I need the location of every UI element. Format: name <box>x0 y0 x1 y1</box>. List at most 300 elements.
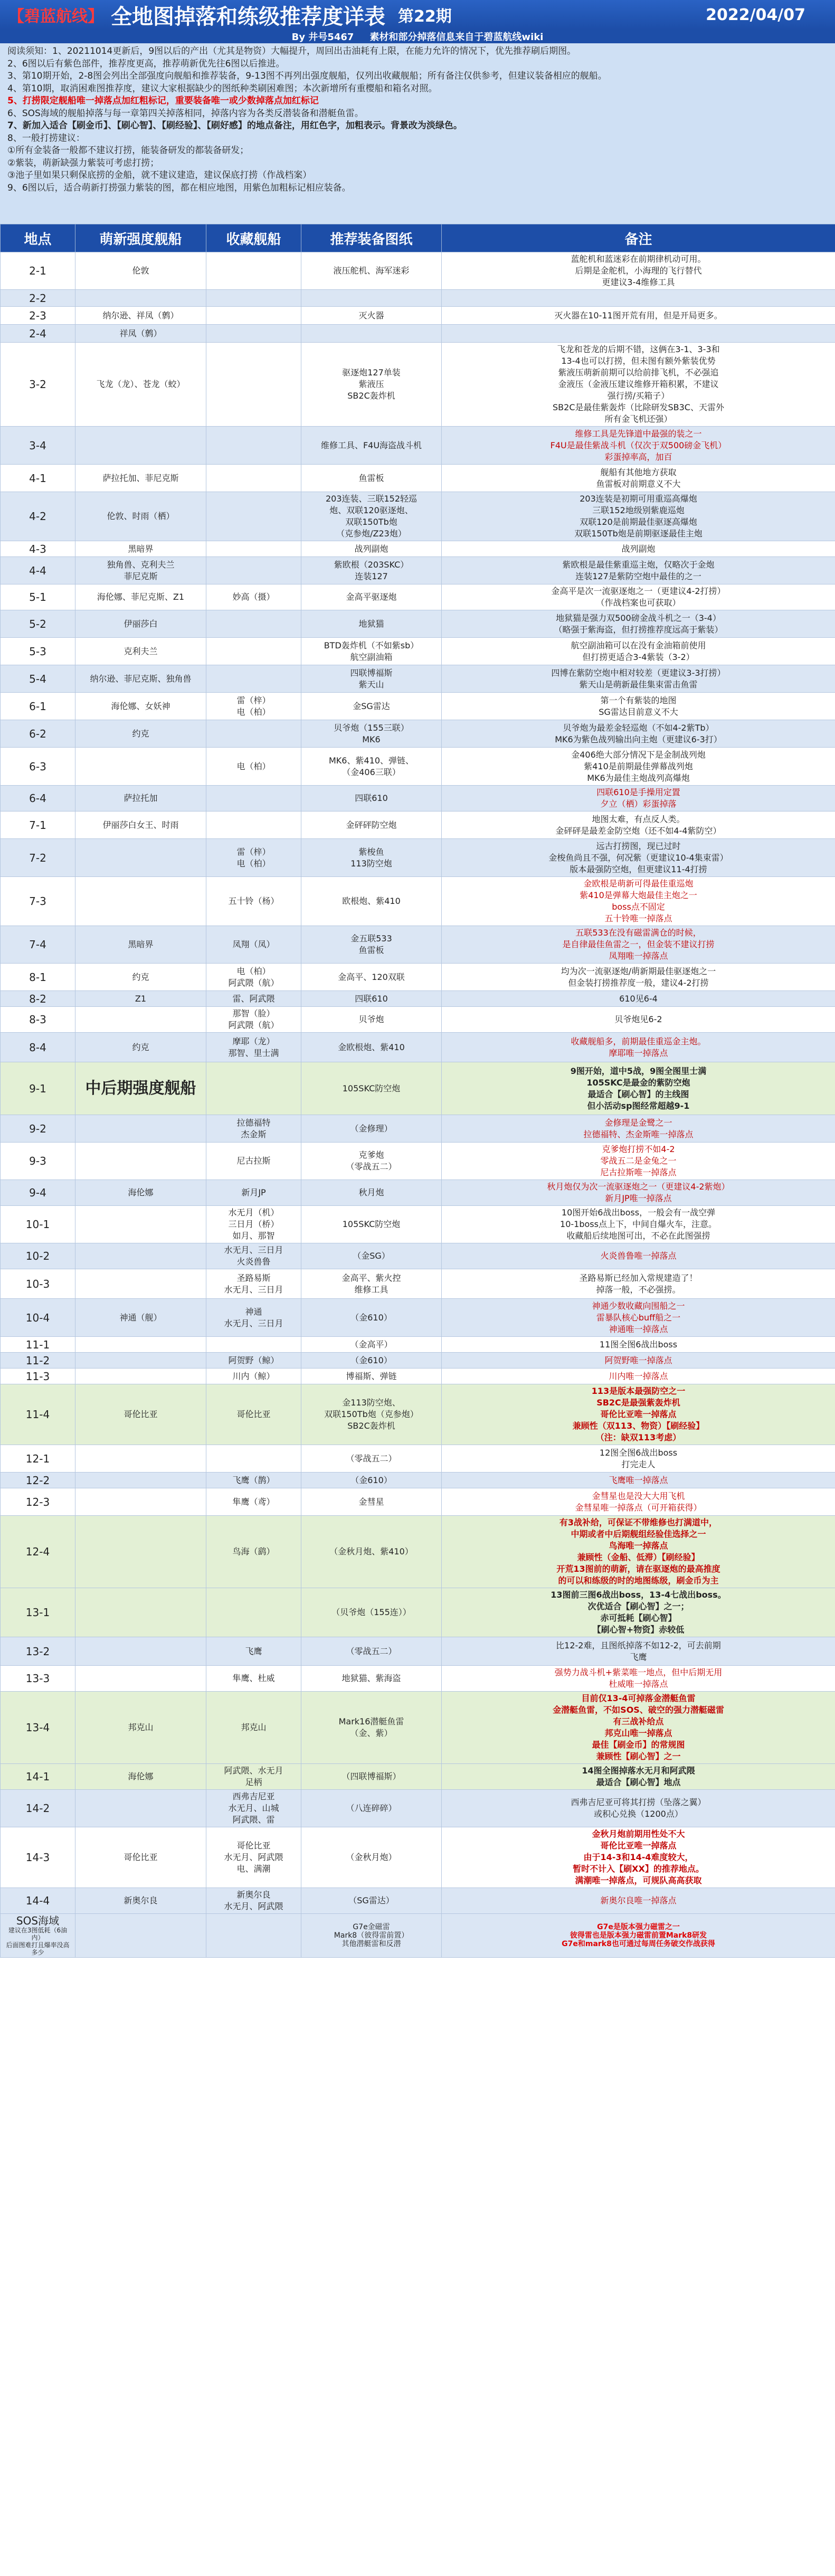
collection-cell <box>206 1445 301 1473</box>
collection-cell: 哥伦比亚 <box>206 1384 301 1445</box>
ship-cell: 飞龙（龙）、苍龙（蛟） <box>75 343 206 427</box>
ship-cell: 黑暗界 <box>75 926 206 964</box>
location-cell: 7-4 <box>1 926 75 964</box>
note-cell: 10图开始6战出boss，一般会有一战空弹 10-1boss点上下，中间自爆火车，注意。 收藏船后续地图可出，不必在此图强捞 <box>442 1206 835 1243</box>
collection-cell: 飞鹰 <box>206 1637 301 1666</box>
equipment-cell: （金秋月炮、紫410） <box>301 1516 442 1588</box>
table-row <box>1 1206 835 1243</box>
table-row <box>1 307 835 325</box>
author: By 井号5467 <box>291 32 354 43</box>
equipment-cell: （零战五二） <box>301 1637 442 1666</box>
note-cell: 13图前三图6战出boss，13-4七战出boss。 次优适合【刷心智】之一； 赤可抵耗【刷心智】 【刷心智+物资】赤较低 <box>442 1588 835 1637</box>
collection-cell: 隼鹰、杜威 <box>206 1666 301 1692</box>
note-cell: 西弗吉尼亚可将其打捞（坠落之翼） 或积心兑换（1200点） <box>442 1790 835 1827</box>
equipment-cell: 克爹炮 （零战五二） <box>301 1143 442 1180</box>
equipment-cell: 紫梭鱼 113防空炮 <box>301 839 442 877</box>
column-header-collection: 收藏舰船 <box>206 224 301 252</box>
equipment-cell: （八连碎碎） <box>301 1790 442 1827</box>
source-credit: 素材和部分掉落信息来自于碧蓝航线wiki <box>369 32 544 43</box>
ship-cell: 萨拉托加、菲尼克斯 <box>75 465 206 492</box>
table-row <box>1 1888 835 1914</box>
note-cell: 圣路易斯已经加入常规建造了！ 掉落一般，不必强捞。 <box>442 1269 835 1299</box>
table-row <box>1 964 835 991</box>
note-cell: 五联533在没有磁雷满仓的时候， 是自律最佳鱼雷之一，但金装不建议打捞 凤翔唯一掉落点 <box>442 926 835 964</box>
ship-cell <box>75 1790 206 1827</box>
note-cell: 金彗星也是没大大用飞机 金彗星唯一掉落点（可开箱获得） <box>442 1488 835 1516</box>
location-cell: 13-3 <box>1 1666 75 1692</box>
note-cell: 113是版本最强防空之一 SB2C是最强紫轰炸机 哥伦比亚唯一掉落点 兼顾性（双113、物资）【刷经验】 （注：缺双113考虑） <box>442 1384 835 1445</box>
ship-cell <box>75 877 206 926</box>
note-line: 8、一般打捞建议： <box>7 133 85 144</box>
location-cell: 11-1 <box>1 1337 75 1353</box>
issue-date: 2022/04/07 <box>706 5 805 24</box>
table-row <box>1 665 835 693</box>
collection-cell: 妙高（摄） <box>206 584 301 610</box>
table-header-row <box>1 224 835 252</box>
ship-cell <box>75 1445 206 1473</box>
note-cell: 地狱猫是强力双500磅金战斗机之一（3-4） （略强于紫海盗，但打捞推荐度远高于紫装） <box>442 610 835 638</box>
table-row <box>1 877 835 926</box>
ship-cell: 哥伦比亚 <box>75 1384 206 1445</box>
equipment-cell: 维修工具、F4U海盗战斗机 <box>301 427 442 465</box>
ship-cell: 纳尔逊、祥凤（鹩） <box>75 307 206 325</box>
location-cell: 3-2 <box>1 343 75 427</box>
equipment-cell: 灭火器 <box>301 307 442 325</box>
collection-cell <box>206 665 301 693</box>
collection-cell <box>206 252 301 290</box>
note-cell: 强势力战斗机+紫菜唯一地点，但中后期无用 杜威唯一掉落点 <box>442 1666 835 1692</box>
note-cell: 蓝舵机和蓝迷彩在前期律机动可用。 后期是金舵机，小海理的飞行替代 更建议3-4维修工具 <box>442 252 835 290</box>
note-line: 3、第10期开始，2-8图会列出全部强度向舰船和推荐装备，9-13图不再列出强度舰船，仅列出收藏舰船；所有备注仅供参考，但建议装备相应的舰船。 <box>7 71 607 81</box>
note-cell: 川内唯一掉落点 <box>442 1369 835 1384</box>
collection-cell <box>206 541 301 557</box>
collection-cell: 阿贺野（鲸） <box>206 1353 301 1369</box>
location-cell: 8-4 <box>1 1033 75 1062</box>
table-row <box>1 1033 835 1062</box>
location-cell: 5-4 <box>1 665 75 693</box>
location-cell: 5-3 <box>1 638 75 665</box>
page-title: 全地图掉落和练级推荐度详表 <box>111 4 385 29</box>
ship-cell <box>75 1007 206 1033</box>
location-cell: 2-2 <box>1 290 75 307</box>
table-row <box>1 1827 835 1888</box>
equipment-cell: 金五联533 鱼雷板 <box>301 926 442 964</box>
ship-cell: 邦克山 <box>75 1692 206 1764</box>
equipment-cell: 金欧根炮、紫410 <box>301 1033 442 1062</box>
location-cell: 14-1 <box>1 1764 75 1790</box>
equipment-cell: （金高平） <box>301 1337 442 1353</box>
note-cell: 均为次一流驱逐炮/萌新期最佳驱逐炮之一 但金装打捞推荐度一般，建议4-2打捞 <box>442 964 835 991</box>
location-cell <box>1 1914 75 1958</box>
note-cell: 维修工具是先锋道中最强的装之一 F4U是最佳紫战斗机（仅次于双500磅金飞机） 彩蛋掉率高，加百 <box>442 427 835 465</box>
equipment-cell: 鱼雷板 <box>301 465 442 492</box>
location-cell: 8-2 <box>1 991 75 1007</box>
collection-cell: 那智（脸） 阿武隈（航） <box>206 1007 301 1033</box>
table-row <box>1 465 835 492</box>
equipment-cell: 地狱猫、紫海盗 <box>301 1666 442 1692</box>
sos-advice: 建议在3图低耗（6油内） 后面图难打且爆率没高多少 <box>6 1927 70 1956</box>
collection-cell: 电（柏） 阿武隈（航） <box>206 964 301 991</box>
note-cell: 灭火器在10-11图开荒有用，但是开局更多。 <box>442 307 835 325</box>
collection-cell: 雷、阿武隈 <box>206 991 301 1007</box>
table-row <box>1 1369 835 1384</box>
location-cell: 11-4 <box>1 1384 75 1445</box>
ship-cell <box>75 1914 206 1958</box>
collection-cell: 邦克山 <box>206 1692 301 1764</box>
collection-cell <box>206 343 301 427</box>
column-header-ship: 萌新强度舰船 <box>75 224 206 252</box>
note-cell: 有3战补给，可保证不带维修也打满道中， 中期或者中后期舰组经验佳选择之一 鸟海唯一掉落点 兼顾性（金船、低滞）【刷经验】 开荒13图前的萌新，请在驱逐炮的最高推度 的可以和练级的时的地图练级，刷金币为主 <box>442 1516 835 1588</box>
collection-cell: 飞鹰（鹊） <box>206 1473 301 1488</box>
note-line: 9、6图以后，适合萌新打捞强力紫装的图，都在相应地图，用紫色加粗标记相应装备。 <box>7 182 351 193</box>
ship-cell: 克利夫兰 <box>75 638 206 665</box>
note-line: ①所有金装备一般都不建议打捞，能装备研发的都装备研发； <box>7 145 249 156</box>
collection-cell: 雷（梓） 电（柏） <box>206 693 301 720</box>
location-cell: 6-3 <box>1 748 75 786</box>
location-cell: 7-3 <box>1 877 75 926</box>
ship-cell <box>75 1369 206 1384</box>
equipment-cell: 105SKC防空炮 <box>301 1062 442 1115</box>
table-row <box>1 1764 835 1790</box>
note-cell: 秋月炮仅为次一流驱逐炮之一（更建议4-2紫炮） 新月JP唯一掉落点 <box>442 1180 835 1206</box>
ship-cell: 黑暗界 <box>75 541 206 557</box>
note-cell <box>442 290 835 307</box>
location-cell: 2-4 <box>1 325 75 343</box>
equipment-cell <box>301 290 442 307</box>
collection-cell: 凤翔（凤） <box>206 926 301 964</box>
table-row <box>1 1337 835 1353</box>
note-cell: 金高平是次一流驱逐炮之一（更建议4-2打捞） （作战档案也可获取） <box>442 584 835 610</box>
equipment-cell: （金610） <box>301 1473 442 1488</box>
ship-cell: 新奥尔良 <box>75 1888 206 1914</box>
collection-cell <box>206 786 301 812</box>
collection-cell <box>206 1062 301 1115</box>
ship-cell <box>75 1488 206 1516</box>
equipment-cell: 地狱猫 <box>301 610 442 638</box>
collection-cell <box>206 720 301 748</box>
table-row <box>1 492 835 541</box>
location-cell: 6-2 <box>1 720 75 748</box>
table-row <box>1 1180 835 1206</box>
equipment-cell: 金高平驱逐炮 <box>301 584 442 610</box>
note-cell: 克爹炮打捞不如4-2 零战五二是金兔之一 尼古拉斯唯一掉落点 <box>442 1143 835 1180</box>
collection-cell: 新奥尔良 水无月、阿武隈 <box>206 1888 301 1914</box>
table-row <box>1 1666 835 1692</box>
ship-cell: 神通（舰） <box>75 1299 206 1337</box>
table-row <box>1 748 835 786</box>
note-cell: 14图全图掉落水无月和阿武隈 最适合【刷心智】地点 <box>442 1764 835 1790</box>
note-cell: 四博在紫防空炮中相对较差（更建议3-3打捞） 紫天山是萌新最佳集束雷击鱼雷 <box>442 665 835 693</box>
ship-cell: 约克 <box>75 1033 206 1062</box>
table-row <box>1 427 835 465</box>
ship-cell <box>75 1473 206 1488</box>
note-cell: 阿贺野唯一掉落点 <box>442 1353 835 1369</box>
ship-cell: 海伦娜、女妖神 <box>75 693 206 720</box>
ship-cell <box>75 839 206 877</box>
ship-cell: 伦敦、时雨（栖） <box>75 492 206 541</box>
table-row <box>1 557 835 584</box>
equipment-cell: 金砰砰防空炮 <box>301 812 442 839</box>
ship-cell: 独角兽、克利夫兰 菲尼克斯 <box>75 557 206 584</box>
equipment-cell: G7e金磁雷 Mark8（彼得雷前置） 其他潜艇雷和反潜 <box>301 1914 442 1958</box>
note-cell: 紫欧根是最佳紫重巡主炮，仅略次于金炮 连装127是紫防空炮中最佳的之一 <box>442 557 835 584</box>
note-cell: 610见6-4 <box>442 991 835 1007</box>
location-cell: 12-1 <box>1 1445 75 1473</box>
equipment-cell: 金彗星 <box>301 1488 442 1516</box>
table-row <box>1 252 835 290</box>
equipment-cell: 贝爷炮 <box>301 1007 442 1033</box>
collection-cell: 隼鹰（鸢） <box>206 1488 301 1516</box>
reading-notes <box>0 43 835 224</box>
equipment-cell: （金610） <box>301 1299 442 1337</box>
equipment-cell: 105SKC防空炮 <box>301 1206 442 1243</box>
note-cell: 第一个有紫装的地图 SG雷达目前意义不大 <box>442 693 835 720</box>
ship-cell <box>75 1353 206 1369</box>
equipment-cell: 金高平、120双联 <box>301 964 442 991</box>
collection-cell: 哥伦比亚 水无月、阿武隈 电、满潮 <box>206 1827 301 1888</box>
location-cell: 9-4 <box>1 1180 75 1206</box>
collection-cell: 水无月、三日月 火炎兽鲁 <box>206 1243 301 1269</box>
note-cell: 火炎兽鲁唯一掉落点 <box>442 1243 835 1269</box>
collection-cell <box>206 1588 301 1637</box>
table-row <box>1 991 835 1007</box>
column-header-equipment: 推荐装备图纸 <box>301 224 442 252</box>
note-cell: 目前仅13-4可掉落金潜艇鱼雷 金潜艇鱼雷，不如SOS、破空的强力潜艇磁雷 有三战补给点 邦克山唯一掉落点 最佳【刷金币】的常规图 兼顾性【刷心智】之一 <box>442 1692 835 1764</box>
note-cell: 四联610是手操用定置 夕立（栖）彩蛋掉落 <box>442 786 835 812</box>
ship-cell <box>75 427 206 465</box>
table-row <box>1 720 835 748</box>
note-cell: 203连装是初期可用重巡高爆炮 三联152地级别紫鹿巡炮 双联120是前期最佳驱逐高爆炮 双联150Tb炮是前期驱逐最佳主炮 <box>442 492 835 541</box>
table-row <box>1 1473 835 1488</box>
note-cell: 舰船有其他地方获取 鱼雷板对前期意义不大 <box>442 465 835 492</box>
location-cell: 10-4 <box>1 1299 75 1337</box>
ship-cell <box>75 1115 206 1143</box>
location-cell: 6-4 <box>1 786 75 812</box>
ship-cell: 中后期强度舰船 <box>75 1062 206 1115</box>
note-line: 4、第10期，取消困难图推荐度，建议大家根据缺少的图纸种类刷困难图；本次新增所有重樱船和箱名对照。 <box>7 83 438 94</box>
equipment-cell: 金高平、紫火控 维修工具 <box>301 1269 442 1299</box>
location-cell: 4-2 <box>1 492 75 541</box>
location-cell: 8-3 <box>1 1007 75 1033</box>
location-cell: 5-2 <box>1 610 75 638</box>
equipment-cell: BTD轰炸机（不如紫sb） 航空副油箱 <box>301 638 442 665</box>
ship-cell <box>75 1588 206 1637</box>
collection-cell: 水无月（机） 三日月（桥） 如月、那智 <box>206 1206 301 1243</box>
note-cell: 金欧根是萌新可得最佳重巡炮 紫410是弹幕大炮最佳主炮之一 boss点不固定 五十铃唯一掉落点 <box>442 877 835 926</box>
table-row <box>1 584 835 610</box>
location-cell: 7-2 <box>1 839 75 877</box>
ship-cell: 萨拉托加 <box>75 786 206 812</box>
collection-cell <box>206 557 301 584</box>
table-row <box>1 1143 835 1180</box>
table-row <box>1 1790 835 1827</box>
note-line: ③池子里如果只剩保底捞的金船，就不建议建造，建议保底打捞（作战档案） <box>7 170 312 181</box>
location-cell: 8-1 <box>1 964 75 991</box>
ship-cell <box>75 1269 206 1299</box>
equipment-cell: （金SG） <box>301 1243 442 1269</box>
note-line: 6、SOS海域的舰船掉落与每一章第四关掉落相同，掉落内容为各类反潜装备和潜艇鱼雷。 <box>7 108 364 119</box>
collection-cell: 雷（梓） 电（柏） <box>206 839 301 877</box>
ship-cell <box>75 1206 206 1243</box>
ship-cell: 海伦娜 <box>75 1180 206 1206</box>
location-cell: 4-4 <box>1 557 75 584</box>
series-name: 【碧蓝航线】 <box>8 7 103 26</box>
table-row <box>1 1692 835 1764</box>
ship-cell: 祥凤（鹩） <box>75 325 206 343</box>
equipment-cell: 战列副炮 <box>301 541 442 557</box>
note-cell: 神通少数收藏向围船之一 雷暴队核心buff船之一 神通唯一掉落点 <box>442 1299 835 1337</box>
equipment-cell: 203连装、三联152轻巡 炮、双联120驱逐炮、 双联150Tb炮 （克参炮/Z23炮） <box>301 492 442 541</box>
table-row <box>1 1516 835 1588</box>
ship-cell: 伦敦 <box>75 252 206 290</box>
equipment-cell: 紫欧根（203SKC） 连装127 <box>301 557 442 584</box>
ship-cell <box>75 1637 206 1666</box>
equipment-cell: Mark16潜艇鱼雷 （金、紫） <box>301 1692 442 1764</box>
location-cell: 13-2 <box>1 1637 75 1666</box>
location-cell: 14-2 <box>1 1790 75 1827</box>
ship-cell: 约克 <box>75 720 206 748</box>
location-cell: 4-3 <box>1 541 75 557</box>
location-cell: 6-1 <box>1 693 75 720</box>
note-cell: 飞龙和苍龙的后期不错，这俩在3-1、3-3和 13-4也可以打捞，但未图有额外紫装优势 紫液压萌新前期可以给前排飞机，不必强追 金液压（金液压建议维修开箱积累，不建议 强行捞/买箱子） SB2C是最佳紫轰炸（比除研发SB3C、天雷外 所有金飞机还强） <box>442 343 835 427</box>
note-cell: 飞鹰唯一掉落点 <box>442 1473 835 1488</box>
note-cell: 新奥尔良唯一掉落点 <box>442 1888 835 1914</box>
note-cell: 12图全图6战出boss 打完走人 <box>442 1445 835 1473</box>
note-cell: 远古打捞图，现已过时 金梭鱼尚且不强，何况紫（更建议10-4集束雷） 版本最强防空炮，但更建议11-4打捞 <box>442 839 835 877</box>
location-cell: 3-4 <box>1 427 75 465</box>
ship-cell: 海伦娜 <box>75 1764 206 1790</box>
column-header-notes: 备注 <box>442 224 835 252</box>
table-row <box>1 1062 835 1115</box>
equipment-cell: 四联610 <box>301 786 442 812</box>
location-cell: 14-4 <box>1 1888 75 1914</box>
location-cell: 13-1 <box>1 1588 75 1637</box>
location-cell: 2-3 <box>1 307 75 325</box>
table-row <box>1 839 835 877</box>
note-cell: 战列副炮 <box>442 541 835 557</box>
equipment-cell: 秋月炮 <box>301 1180 442 1206</box>
location-cell: 11-3 <box>1 1369 75 1384</box>
table-row <box>1 1269 835 1299</box>
collection-cell: 鸟海（鹞） <box>206 1516 301 1588</box>
ship-cell: 伊丽莎白 <box>75 610 206 638</box>
location-cell: 13-4 <box>1 1692 75 1764</box>
equipment-cell: 博福斯、弹链 <box>301 1369 442 1384</box>
collection-cell <box>206 427 301 465</box>
ship-cell <box>75 290 206 307</box>
equipment-cell: （贝爷炮（155连）） <box>301 1588 442 1637</box>
location-cell: 10-3 <box>1 1269 75 1299</box>
location-cell: 5-1 <box>1 584 75 610</box>
equipment-cell: 金SG雷达 <box>301 693 442 720</box>
table-row <box>1 1588 835 1637</box>
equipment-cell: （金秋月炮） <box>301 1827 442 1888</box>
ship-cell <box>75 1516 206 1588</box>
note-line-highlight: 7、新加入适合【刷金币】、【刷心智】、【刷经验】、【刷好感】的地点备注，用红色字，加粗表示。背景改为淡绿色。 <box>7 120 462 131</box>
collection-cell <box>206 307 301 325</box>
table-row <box>1 1353 835 1369</box>
equipment-cell: 四联博福斯 紫天山 <box>301 665 442 693</box>
ship-cell <box>75 1337 206 1353</box>
collection-cell: 拉德福特 杰金斯 <box>206 1115 301 1143</box>
table-row <box>1 610 835 638</box>
location-cell: 7-1 <box>1 812 75 839</box>
location-cell: 4-1 <box>1 465 75 492</box>
table-row <box>1 638 835 665</box>
collection-cell: 五十铃（杨） <box>206 877 301 926</box>
byline <box>0 30 835 43</box>
note-line: 2、6图以后有紫色部件，推荐度更高，推荐萌新优先往6图以后推进。 <box>7 58 285 69</box>
table-row <box>1 1115 835 1143</box>
table-row <box>1 325 835 343</box>
ship-cell: Z1 <box>75 991 206 1007</box>
note-cell: 比12-2难，且图纸掉落不如12-2，可去前期 飞鹰 <box>442 1637 835 1666</box>
note-line-highlight: 5、打捞限定舰船唯一掉落点加红粗标记，重要装备唯一或少数掉落点加红标记 <box>7 96 319 106</box>
table-row <box>1 1445 835 1473</box>
collection-cell: 圣路易斯 水无月、三日月 <box>206 1269 301 1299</box>
table-row <box>1 343 835 427</box>
equipment-cell: 四联610 <box>301 991 442 1007</box>
note-cell: G7e是版本强力磁雷之一 彼得雷也是版本强力磁雷前置Mark8研发 G7e和mark8也可通过每周任务破交作战获得 <box>442 1914 835 1958</box>
collection-cell: 川内（鲸） <box>206 1369 301 1384</box>
location-cell: 12-3 <box>1 1488 75 1516</box>
note-cell: 航空副油箱可以在没有金油箱前使用 但打捞更适合3-4紫装（3-2） <box>442 638 835 665</box>
collection-cell <box>206 290 301 307</box>
ship-cell <box>75 1143 206 1180</box>
collection-cell: 摩耶（龙） 那智、里士满 <box>206 1033 301 1062</box>
table-row <box>1 786 835 812</box>
ship-cell <box>75 1243 206 1269</box>
collection-cell: 阿武隈、水无月 足柄 <box>206 1764 301 1790</box>
note-cell: 收藏舰船多，前期最佳重巡金主炮。 摩耶唯一掉落点 <box>442 1033 835 1062</box>
collection-cell <box>206 610 301 638</box>
collection-cell <box>206 638 301 665</box>
note-cell: 地图太难，有点反人类。 金砰砰是最差金防空炮（还不如4-4紫防空） <box>442 812 835 839</box>
equipment-cell: （金修理） <box>301 1115 442 1143</box>
note-cell: 贝爷炮见6-2 <box>442 1007 835 1033</box>
equipment-cell: MK6、紫410、弹链、 （金406三联） <box>301 748 442 786</box>
table-row-sos <box>1 1914 835 1958</box>
table-row <box>1 541 835 557</box>
ship-cell <box>75 1666 206 1692</box>
collection-cell <box>206 812 301 839</box>
equipment-cell <box>301 325 442 343</box>
table-row <box>1 290 835 307</box>
table-row <box>1 1488 835 1516</box>
note-line: ②紫装，萌新缺强力紫装可考虑打捞； <box>7 157 159 168</box>
note-cell: 11图全图6战出boss <box>442 1337 835 1353</box>
equipment-cell: 欧根炮、紫410 <box>301 877 442 926</box>
table-row <box>1 693 835 720</box>
equipment-cell: （四联博福斯） <box>301 1764 442 1790</box>
collection-cell <box>206 1337 301 1353</box>
table-row <box>1 1299 835 1337</box>
equipment-cell: 液压舵机、海军迷彩 <box>301 252 442 290</box>
location-cell: 14-3 <box>1 1827 75 1888</box>
note-cell: 贝爷炮为最差金轻巡炮（不如4-2紫Tb） MK6为紫色战列输出向主炮（更建议6-3打） <box>442 720 835 748</box>
collection-cell <box>206 325 301 343</box>
collection-cell: 电（柏） <box>206 748 301 786</box>
note-cell: 金406绝大部分情况下是金制战列炮 紫410是前期最佳弹幕战列炮 MK6为最佳主炮战列高爆炮 <box>442 748 835 786</box>
location-cell: 9-1 <box>1 1062 75 1115</box>
table-row <box>1 812 835 839</box>
collection-cell <box>206 1914 301 1958</box>
ship-cell: 海伦娜、菲尼克斯、Z1 <box>75 584 206 610</box>
collection-cell <box>206 492 301 541</box>
note-cell: 9图开始，道中5战，9图全图里士满 105SKC是最金的紫防空炮 最适合【刷心智】的主线图 但小活动sp图经常超越9-1 <box>442 1062 835 1115</box>
equipment-cell: 驱逐炮127单装 紫液压 SB2C轰炸机 <box>301 343 442 427</box>
note-cell: 金秋月炮前期用性处不大 哥伦比亚唯一掉落点 由于14-3和14-4难度较大， 暂时不计入【刷XX】的推荐地点。 满潮唯一掉落点，可规队高高获取 <box>442 1827 835 1888</box>
